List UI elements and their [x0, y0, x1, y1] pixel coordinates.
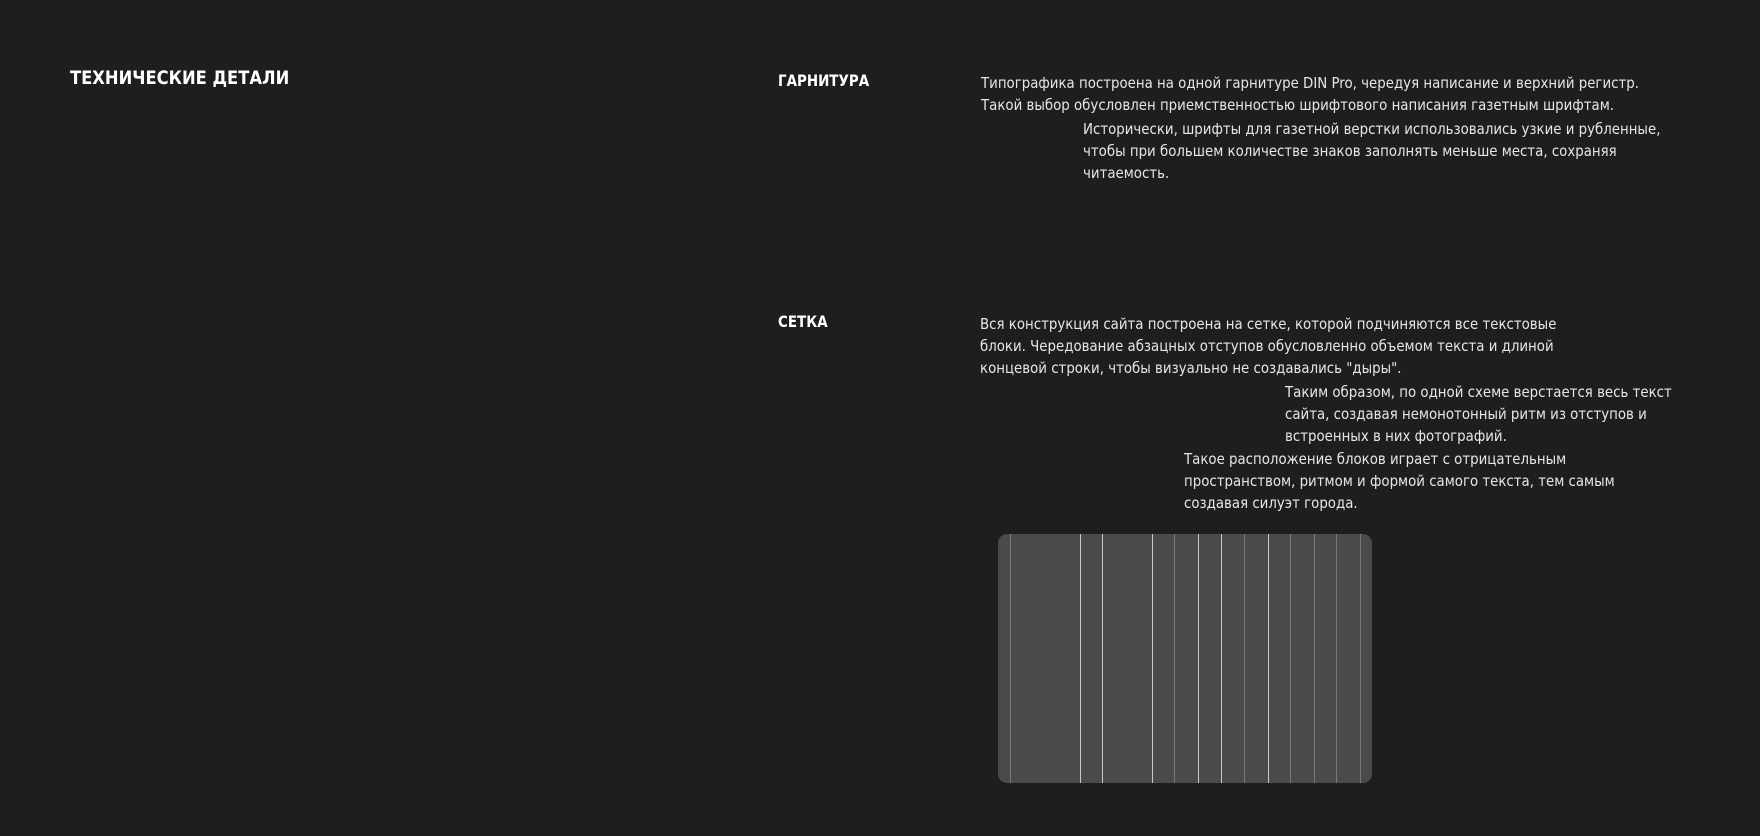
typeface-paragraph-2: Исторически, шрифты для газетной верстки использовались узкие и рубленные, чтобы при большем количестве знаков заполнять меньше места, сохраняя читаемость.	[1083, 120, 1661, 182]
grid-column-line	[1010, 534, 1011, 783]
grid-column-line	[1244, 534, 1245, 783]
grid-column-line	[1198, 534, 1199, 783]
grid-column-line	[1080, 534, 1081, 783]
grid-column-line	[1360, 534, 1361, 783]
typeface-paragraph-1: Типографика построена на одной гарнитуре DIN Pro, чередуя написание и верхний регистр. Такой выбор обусловлен приемственностью шрифтового написания газетным шрифтам.	[981, 74, 1639, 114]
grid-column-line	[1290, 534, 1291, 783]
grid-column-line	[1336, 534, 1337, 783]
grid-column-line	[1152, 534, 1153, 783]
grid-column-line	[1268, 534, 1269, 783]
grid-paragraph-3: Такое расположение блоков играет с отрицательным пространством, ритмом и формой самого текста, тем самым создавая силуэт города.	[1184, 450, 1615, 512]
grid-illustration	[998, 534, 1372, 783]
grid-heading: СЕТКА	[778, 312, 828, 331]
grid-paragraph-1: Вся конструкция сайта построена на сетке, которой подчиняются все текстовые блоки. Чередование абзацных отступов обусловленно объемом текста и длиной концевой строки, чтобы визуально не создавались "дыры".	[980, 315, 1557, 377]
grid-column-line	[1314, 534, 1315, 783]
page-title: ТЕХНИЧЕСКИЕ ДЕТАЛИ	[70, 67, 290, 89]
grid-paragraph-2: Таким образом, по одной схеме верстается весь текст сайта, создавая немонотонный ритм из отступов и встроенных в них фотографий.	[1285, 383, 1672, 445]
grid-column-line	[1174, 534, 1175, 783]
grid-column-line	[1102, 534, 1103, 783]
grid-column-line	[1221, 534, 1222, 783]
typeface-heading: ГАРНИТУРА	[778, 71, 870, 90]
